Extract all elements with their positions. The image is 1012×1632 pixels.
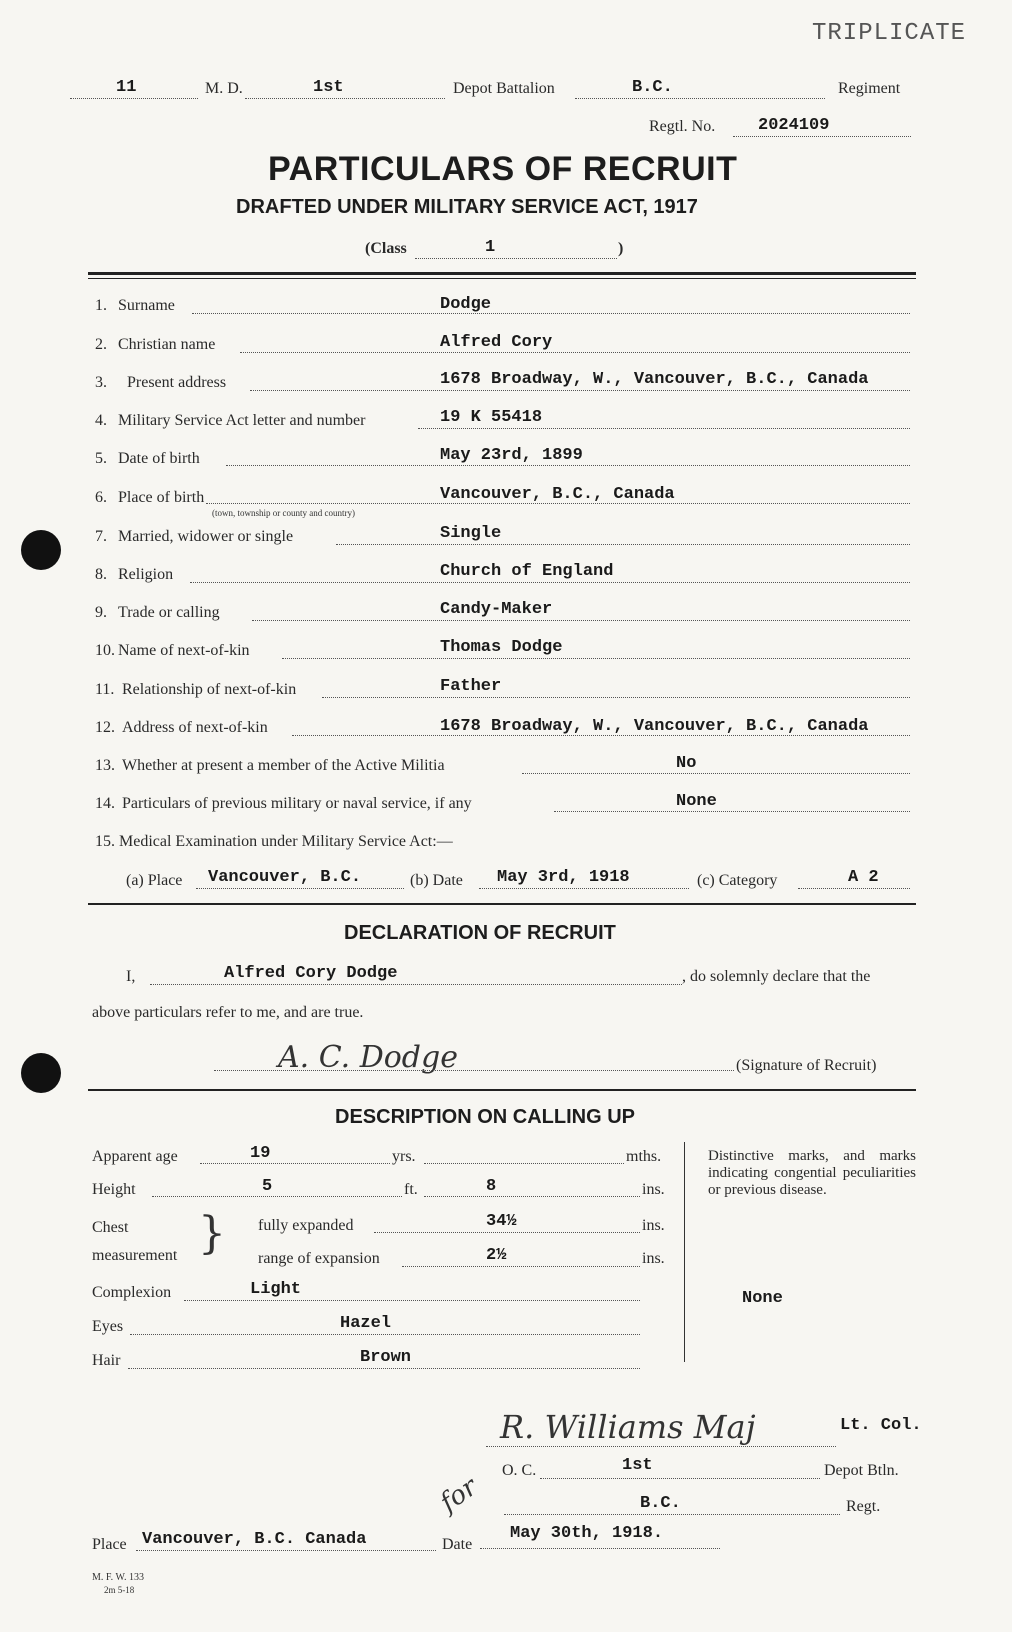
fully-expanded-value: 34½	[486, 1212, 517, 1231]
punch-hole-top	[21, 530, 61, 570]
lower-rule	[88, 1089, 916, 1091]
form-print-run: 2m 5-18	[104, 1585, 135, 1595]
oc-value: 1st	[622, 1456, 653, 1475]
chest-label: Chest	[92, 1219, 129, 1236]
field-line	[522, 773, 910, 774]
field-label: Trade or calling	[118, 604, 220, 621]
field-number: 14.	[95, 795, 115, 812]
class-close: )	[618, 240, 624, 257]
measurement-label: measurement	[92, 1247, 178, 1264]
depot-value: 1st	[313, 78, 344, 97]
ins-label: ins.	[642, 1181, 665, 1198]
complexion-line	[184, 1300, 640, 1301]
height-label: Height	[92, 1181, 136, 1198]
medical-heading: 15. Medical Examination under Military Service Act:—	[95, 833, 453, 850]
oc-line	[540, 1478, 820, 1479]
medical-date-value: May 3rd, 1918	[497, 868, 630, 887]
regiment-label: Regiment	[838, 80, 901, 97]
description-heading: DESCRIPTION ON CALLING UP	[335, 1106, 636, 1128]
field-label: Place of birth	[118, 489, 205, 506]
field-number: 11.	[95, 681, 115, 698]
hair-value: Brown	[360, 1348, 412, 1367]
medical-category-label: (c) Category	[697, 872, 778, 889]
field-number: 5.	[95, 450, 107, 467]
depot-line	[245, 98, 445, 99]
field-line	[336, 544, 910, 545]
md-value: 11	[116, 78, 137, 97]
field-label: Particulars of previous military or naval service, if any	[122, 795, 472, 812]
field-value-active-militia: No	[676, 754, 697, 773]
yrs-label: yrs.	[392, 1148, 416, 1165]
form-number: M. F. W. 133	[92, 1572, 144, 1583]
field-value-next-of-kin: Thomas Dodge	[440, 638, 563, 657]
regt-label: Regt.	[846, 1498, 881, 1515]
field-number: 10.	[95, 642, 115, 659]
range-line	[402, 1266, 640, 1267]
depot-btln-label: Depot Btln.	[824, 1462, 899, 1479]
declaration-i: I,	[126, 968, 136, 985]
medical-category-value: A 2	[848, 868, 879, 887]
range-label: range of expansion	[258, 1250, 380, 1267]
fully-expanded-label: fully expanded	[258, 1217, 354, 1234]
field-number: 7.	[95, 528, 107, 545]
field-value-date-of-birth: May 23rd, 1899	[440, 446, 583, 465]
md-label: M. D.	[205, 80, 243, 97]
medical-place-label: (a) Place	[126, 872, 183, 889]
height-feet: 5	[262, 1177, 273, 1196]
field-label: Religion	[118, 566, 174, 583]
footer-date-line	[480, 1548, 720, 1549]
medical-place-line	[196, 888, 404, 889]
mths-label: mths.	[626, 1148, 662, 1165]
age-label: Apparent age	[92, 1148, 178, 1165]
regt-value: B.C.	[640, 1494, 681, 1513]
signature-line	[214, 1070, 734, 1071]
class-line	[415, 258, 617, 259]
chest-brace: }	[198, 1208, 226, 1259]
height-inches: 8	[486, 1177, 497, 1196]
range-ins-label: ins.	[642, 1250, 665, 1267]
mid-rule	[88, 903, 916, 905]
field-line	[226, 465, 910, 466]
field-value-surname: Dodge	[440, 295, 492, 314]
field-label: Married, widower or single	[118, 528, 294, 545]
regtl-no-value: 2024109	[758, 116, 830, 135]
field-number: 13.	[95, 757, 115, 774]
signature-label: (Signature of Recruit)	[736, 1057, 877, 1074]
field-value-msa-number: 19 K 55418	[440, 408, 543, 427]
field-line	[282, 658, 910, 659]
distinctive-marks-value: None	[742, 1289, 783, 1308]
for-mark: for	[434, 1471, 483, 1519]
footer-date-label: Date	[442, 1536, 473, 1553]
field-label: Whether at present a member of the Active Militia	[122, 757, 445, 774]
eyes-line	[130, 1334, 640, 1335]
field-line	[418, 428, 910, 429]
declaration-heading: DECLARATION OF RECRUIT	[344, 922, 616, 944]
distinctive-marks-label: Distinctive marks, and marks indicating congential peculiarities or previous disease.	[708, 1148, 916, 1198]
field-value-previous-service: None	[676, 792, 717, 811]
depot-label: Depot Battalion	[453, 80, 555, 97]
form-subtitle: DRAFTED UNDER MILITARY SERVICE ACT, 1917	[236, 196, 698, 218]
fully-line	[374, 1232, 640, 1233]
declaration-name-line	[150, 984, 682, 985]
regiment-line	[575, 98, 825, 99]
officer-rank: Lt. Col.	[840, 1416, 922, 1435]
regt-line	[504, 1514, 840, 1515]
field-number: 8.	[95, 566, 107, 583]
medical-place-value: Vancouver, B.C.	[208, 868, 362, 887]
field-number: 9.	[95, 604, 107, 621]
field-label: Military Service Act letter and number	[118, 412, 366, 429]
field-number: 12.	[95, 719, 115, 736]
description-divider	[684, 1142, 685, 1362]
field-line	[240, 352, 910, 353]
field-line	[322, 697, 910, 698]
place-of-birth-note: (town, township or county and country)	[212, 508, 355, 518]
field-label: Surname	[118, 297, 175, 314]
class-value: 1	[485, 238, 496, 257]
field-number: 1.	[95, 297, 107, 314]
footer-place-label: Place	[92, 1536, 127, 1553]
triplicate-stamp: TRIPLICATE	[812, 20, 967, 47]
field-number: 6.	[95, 489, 107, 506]
field-value-christian-name: Alfred Cory	[440, 333, 553, 352]
medical-date-line	[479, 888, 689, 889]
medical-date-label: (b) Date	[410, 872, 463, 889]
field-label: Present address	[127, 374, 227, 391]
declaration-name: Alfred Cory Dodge	[224, 964, 398, 983]
eyes-value: Hazel	[340, 1314, 392, 1333]
regtl-line	[733, 136, 911, 137]
field-line	[250, 390, 910, 391]
mths-line	[424, 1163, 624, 1164]
declaration-text-1: , do solemnly declare that the	[682, 968, 871, 985]
field-line	[206, 503, 910, 504]
field-label: Name of next-of-kin	[118, 642, 250, 659]
declaration-text-2: above particulars refer to me, and are true.	[92, 1004, 364, 1021]
complexion-value: Light	[250, 1280, 302, 1299]
medical-category-line	[798, 888, 910, 889]
hair-label: Hair	[92, 1352, 121, 1369]
top-rule-thin	[88, 278, 916, 279]
footer-date-value: May 30th, 1918.	[510, 1524, 664, 1543]
class-label: (Class	[365, 240, 407, 257]
regiment-value: B.C.	[632, 78, 673, 97]
footer-place-value: Vancouver, B.C. Canada	[142, 1530, 367, 1549]
range-value: 2½	[486, 1246, 507, 1265]
field-value-place-of-birth: Vancouver, B.C., Canada	[440, 485, 675, 504]
field-line	[252, 620, 910, 621]
field-label: Relationship of next-of-kin	[122, 681, 297, 698]
field-value-relationship: Father	[440, 677, 502, 696]
field-line	[554, 811, 910, 812]
field-label: Address of next-of-kin	[122, 719, 268, 736]
complexion-label: Complexion	[92, 1284, 172, 1301]
field-value-trade: Candy-Maker	[440, 600, 553, 619]
field-label: Christian name	[118, 336, 216, 353]
md-line	[70, 98, 198, 99]
field-number: 3.	[95, 374, 107, 391]
officer-signature-line	[486, 1446, 836, 1447]
top-rule	[88, 272, 916, 275]
regtl-no-label: Regtl. No.	[649, 118, 716, 135]
form-title: PARTICULARS OF RECRUIT	[268, 150, 738, 188]
hair-line	[128, 1368, 640, 1369]
height-ft-line	[152, 1196, 402, 1197]
field-line	[292, 735, 910, 736]
officer-signature: R. Williams Maj	[500, 1408, 756, 1446]
ft-label: ft.	[404, 1181, 418, 1198]
field-value-religion: Church of England	[440, 562, 614, 581]
punch-hole-bottom	[21, 1053, 61, 1093]
footer-place-line	[136, 1550, 436, 1551]
oc-label: O. C.	[502, 1462, 537, 1479]
field-number: 2.	[95, 336, 107, 353]
field-value-marital-status: Single	[440, 524, 502, 543]
field-line	[192, 313, 910, 314]
height-in-line	[424, 1196, 640, 1197]
field-number: 4.	[95, 412, 107, 429]
recruit-signature: A. C. Dodge	[278, 1040, 458, 1075]
field-value-kin-address: 1678 Broadway, W., Vancouver, B.C., Canada	[440, 717, 869, 736]
eyes-label: Eyes	[92, 1318, 124, 1335]
field-line	[190, 582, 910, 583]
field-value-present-address: 1678 Broadway, W., Vancouver, B.C., Canada	[440, 370, 869, 389]
age-years: 19	[250, 1144, 271, 1163]
fully-ins-label: ins.	[642, 1217, 665, 1234]
age-line	[200, 1163, 390, 1164]
field-label: Date of birth	[118, 450, 200, 467]
